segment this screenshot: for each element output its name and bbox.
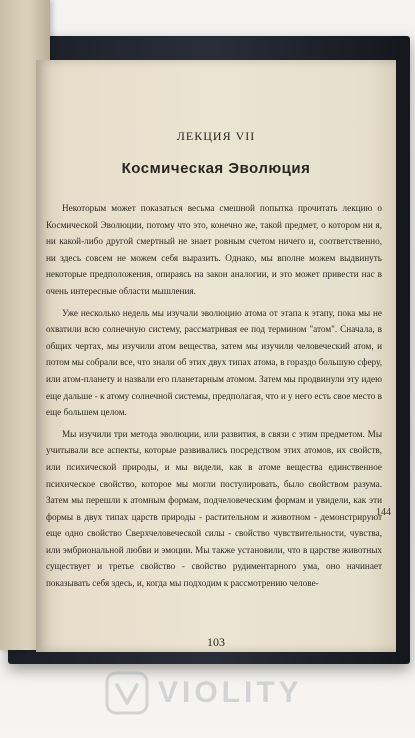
watermark bbox=[104, 668, 404, 718]
paragraph: Мы изучили три метода эволюции, или развития, в связи с этим предметом. Мы учитывали все аспекты, которые развивались посредством этих атомов, их свойств, или психической природы, и мы видели, как в атоме вещества единственное психическое свойство, которое мы могли постулировать, было свойством разума. Затем мы перешли к атомным формам, подчеловеческим формам и увидели, как эти формы в двух типах царств природы - растительном и животном - демонстрируют еще одно свойство Сверхчеловеческой силы - свойство чувствительности, чувства, или эмбриональной любви и эмоции. Мы также установили, что в царстве животных существует и третье свойство - свойство рудиментарного ума, оно начинает показывать себя здесь, и, когда мы подходим к рассмотрению челове- bbox=[46, 428, 382, 589]
paragraph: Уже несколько недель мы изучали эволюцию атома от этапа к этапу, пока мы не охватили всю солнечную систему, рассматривая ее под термином "атом". Сначала, в общих чертах, мы изучили атом вещества, затем мы изучили человеческий атом, и потом мы собрали все, что знали об этих двух типах атома, в гораздо большую сферу, или атом-планету и назвали его планетарным атомом. Затем мы продвинули эту идею еще дальше - к атому солнечной системы, предполагая, что и у него есть свое место в еще большем целом. bbox=[46, 307, 382, 418]
margin-note: 144 bbox=[376, 507, 391, 518]
paragraph: Некоторым может показаться весьма смешной попытка прочитать лекцию о Космической Эволюции, потому что это, конечно же, такой предмет, о котором ни я, ни какой-либо другой смертный не знает ровным счетом ничего и, соответственно, ни здесь совсем не можем себя выразить. Однако, мы вполне можем выдвинуть некоторые предположения, опираясь на закон аналогии, и это может привести нас в очень интересные области мышления. bbox=[46, 203, 382, 296]
lecture-title: Космическая Эволюция bbox=[121, 160, 311, 177]
violity-logo-icon bbox=[104, 670, 150, 716]
watermark-text: VIOLITY bbox=[158, 676, 303, 709]
page-body bbox=[46, 200, 382, 597]
lecture-label: ЛЕКЦИЯ VII bbox=[176, 129, 256, 143]
book-page bbox=[36, 60, 396, 652]
page-number: 103 bbox=[207, 635, 225, 649]
